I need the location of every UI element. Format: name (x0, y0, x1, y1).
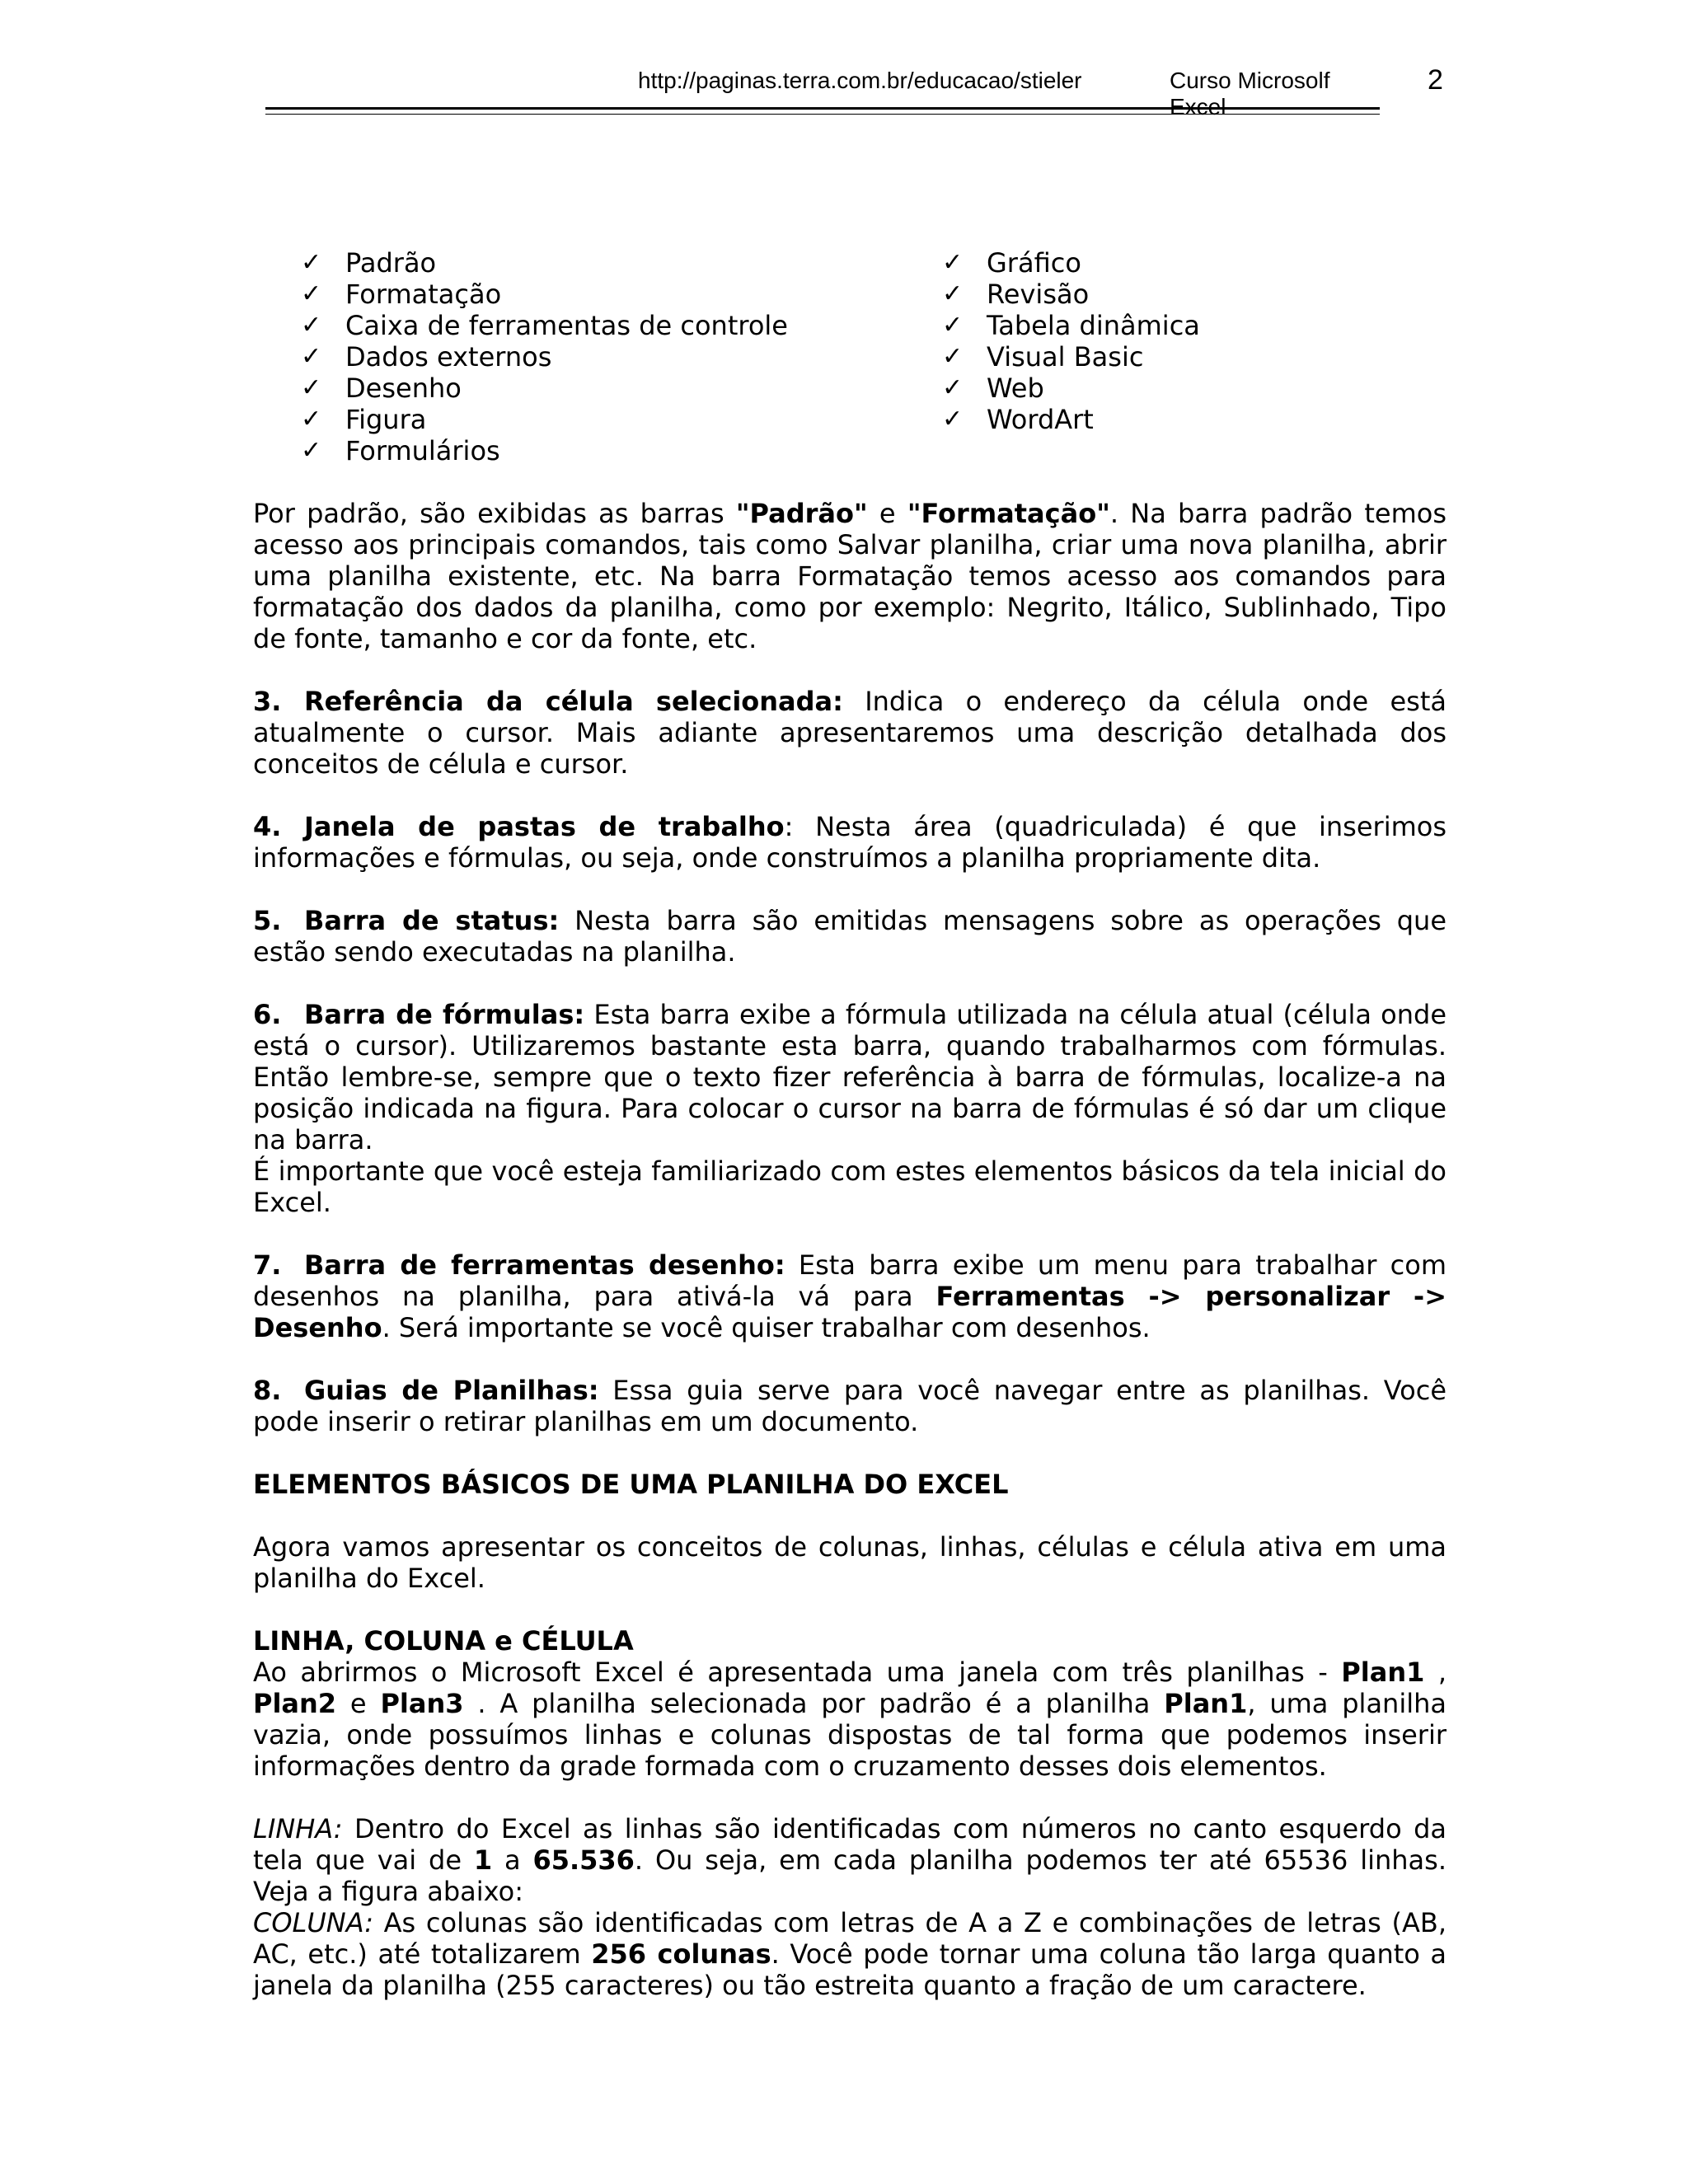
list-item: ✓ Caixa de ferramentas de controle (301, 310, 788, 341)
list-item: ✓ WordArt (942, 404, 1094, 435)
list-item: ✓ Formatação (301, 279, 502, 310)
checkmark-icon: ✓ (301, 405, 322, 434)
list-item: ✓ Formulários (301, 435, 500, 466)
header-rule-thick (265, 107, 1380, 110)
checkmark-icon: ✓ (942, 405, 964, 434)
checkmark-icon: ✓ (301, 248, 322, 277)
checkmark-icon: ✓ (942, 311, 964, 340)
document-body (253, 498, 1447, 2001)
item-workbook-window: 4. Janela de pastas de trabalho: Nesta área (quadriculada) é que inserimos informações e fórmulas, ou seja, onde construímos a planilha propriamente dita. (253, 811, 1447, 874)
checkmark-icon: ✓ (942, 248, 964, 277)
item-drawing-toolbar: 7. Barra de ferramentas desenho: Esta barra exibe um menu para trabalhar com desenhos na planilha, para ativá-la vá para Ferramentas -> personalizar -> Desenho. Será importante se você quiser trabalhar com desenhos. (253, 1249, 1447, 1343)
paragraph-linha: LINHA: Dentro do Excel as linhas são identificadas com números no canto esquerdo da tela que vai de 1 a 65.536. Ou seja, em cada planilha podemos ter até 65536 linhas. Veja a figura abaixo: (253, 1813, 1447, 1907)
list-item: ✓ Padrão (301, 247, 437, 279)
list-item: ✓ Gráfico (942, 247, 1081, 279)
paragraph-toolbars: Por padrão, são exibidas as barras "Padrão" e "Formatação". Na barra padrão temos acesso aos principais comandos, tais como Salvar planilha, criar uma nova planilha, abrir uma planilha existente, etc. Na barra Formatação temos acesso aos comandos para formatação dos dados da planilha, como por exemplo: Negrito, Itálico, Sublinhado, Tipo de fonte, tamanho e cor da fonte, etc. (253, 498, 1447, 654)
header-course-title: Curso Microsolf Excel (1170, 68, 1330, 120)
item-cell-reference: 3. Referência da célula selecionada: Indica o endereço da célula onde está atualmente o cursor. Mais adiante apresentaremos uma descrição detalhada dos conceitos de célula e cursor. (253, 686, 1447, 780)
header-rule-thin (265, 114, 1380, 115)
page-header (265, 64, 1443, 120)
list-item: ✓ Dados externos (301, 341, 552, 373)
subsection-title: LINHA, COLUNA e CÉLULA (253, 1625, 634, 1657)
section-intro: Agora vamos apresentar os conceitos de colunas, linhas, células e célula ativa em uma planilha do Excel. (253, 1531, 1447, 1594)
paragraph-sheets: Ao abrirmos o Microsoft Excel é apresentada uma janela com três planilhas - Plan1 , Plan2 e Plan3 . A planilha selecionada por padrão é a planilha Plan1, uma planilha vazia, onde possuímos linhas e colunas dispostas de tal forma que podemos inserir informações dentro da grade formada com o cruzamento desses dois elementos. (253, 1657, 1447, 1782)
item-formula-bar-note: É importante que você esteja familiarizado com estes elementos básicos da tela inicial do Excel. (253, 1155, 1447, 1218)
list-item: ✓ Revisão (942, 279, 1090, 310)
paragraph-coluna: COLUNA: As colunas são identificadas com letras de A a Z e combinações de letras (AB, AC, etc.) até totalizarem 256 colunas. Você pode tornar uma coluna tão larga quanto a janela da planilha (255 caracteres) ou tão estreita quanto a fração de um caractere. (253, 1907, 1447, 2001)
list-item: ✓ Visual Basic (942, 341, 1144, 373)
checkmark-icon: ✓ (301, 342, 322, 371)
page-number: 2 (1428, 64, 1443, 96)
checkmark-icon: ✓ (301, 373, 322, 402)
item-sheet-tabs: 8. Guias de Planilhas: Essa guia serve para você navegar entre as planilhas. Você pode inserir o retirar planilhas em um documento. (253, 1375, 1447, 1437)
checkmark-icon: ✓ (301, 436, 322, 465)
toolbar-list-left (301, 247, 788, 466)
toolbar-list-right (942, 247, 1200, 435)
list-item: ✓ Tabela dinâmica (942, 310, 1200, 341)
checkmark-icon: ✓ (301, 311, 322, 340)
section-title: ELEMENTOS BÁSICOS DE UMA PLANILHA DO EXCEL (253, 1469, 1009, 1500)
checkmark-icon: ✓ (942, 373, 964, 402)
checkmark-icon: ✓ (301, 279, 322, 308)
list-item: ✓ Desenho (301, 373, 462, 404)
item-formula-bar: 6. Barra de fórmulas: Esta barra exibe a fórmula utilizada na célula atual (célula onde está o cursor). Utilizaremos bastante esta barra, quando trabalharmos com fórmulas. Então lembre-se, sempre que o texto fizer referência à barra de fórmulas, localize-a na posição indicada na figura. Para colocar o cursor na barra de fórmulas é só dar um clique na barra. (253, 999, 1447, 1155)
checkmark-icon: ✓ (942, 342, 964, 371)
header-url: http://paginas.terra.com.br/educacao/stieler (638, 68, 1082, 93)
checkmark-icon: ✓ (942, 279, 964, 308)
item-status-bar: 5. Barra de status: Nesta barra são emitidas mensagens sobre as operações que estão sendo executadas na planilha. (253, 905, 1447, 968)
list-item: ✓ Web (942, 373, 1044, 404)
list-item: ✓ Figura (301, 404, 427, 435)
